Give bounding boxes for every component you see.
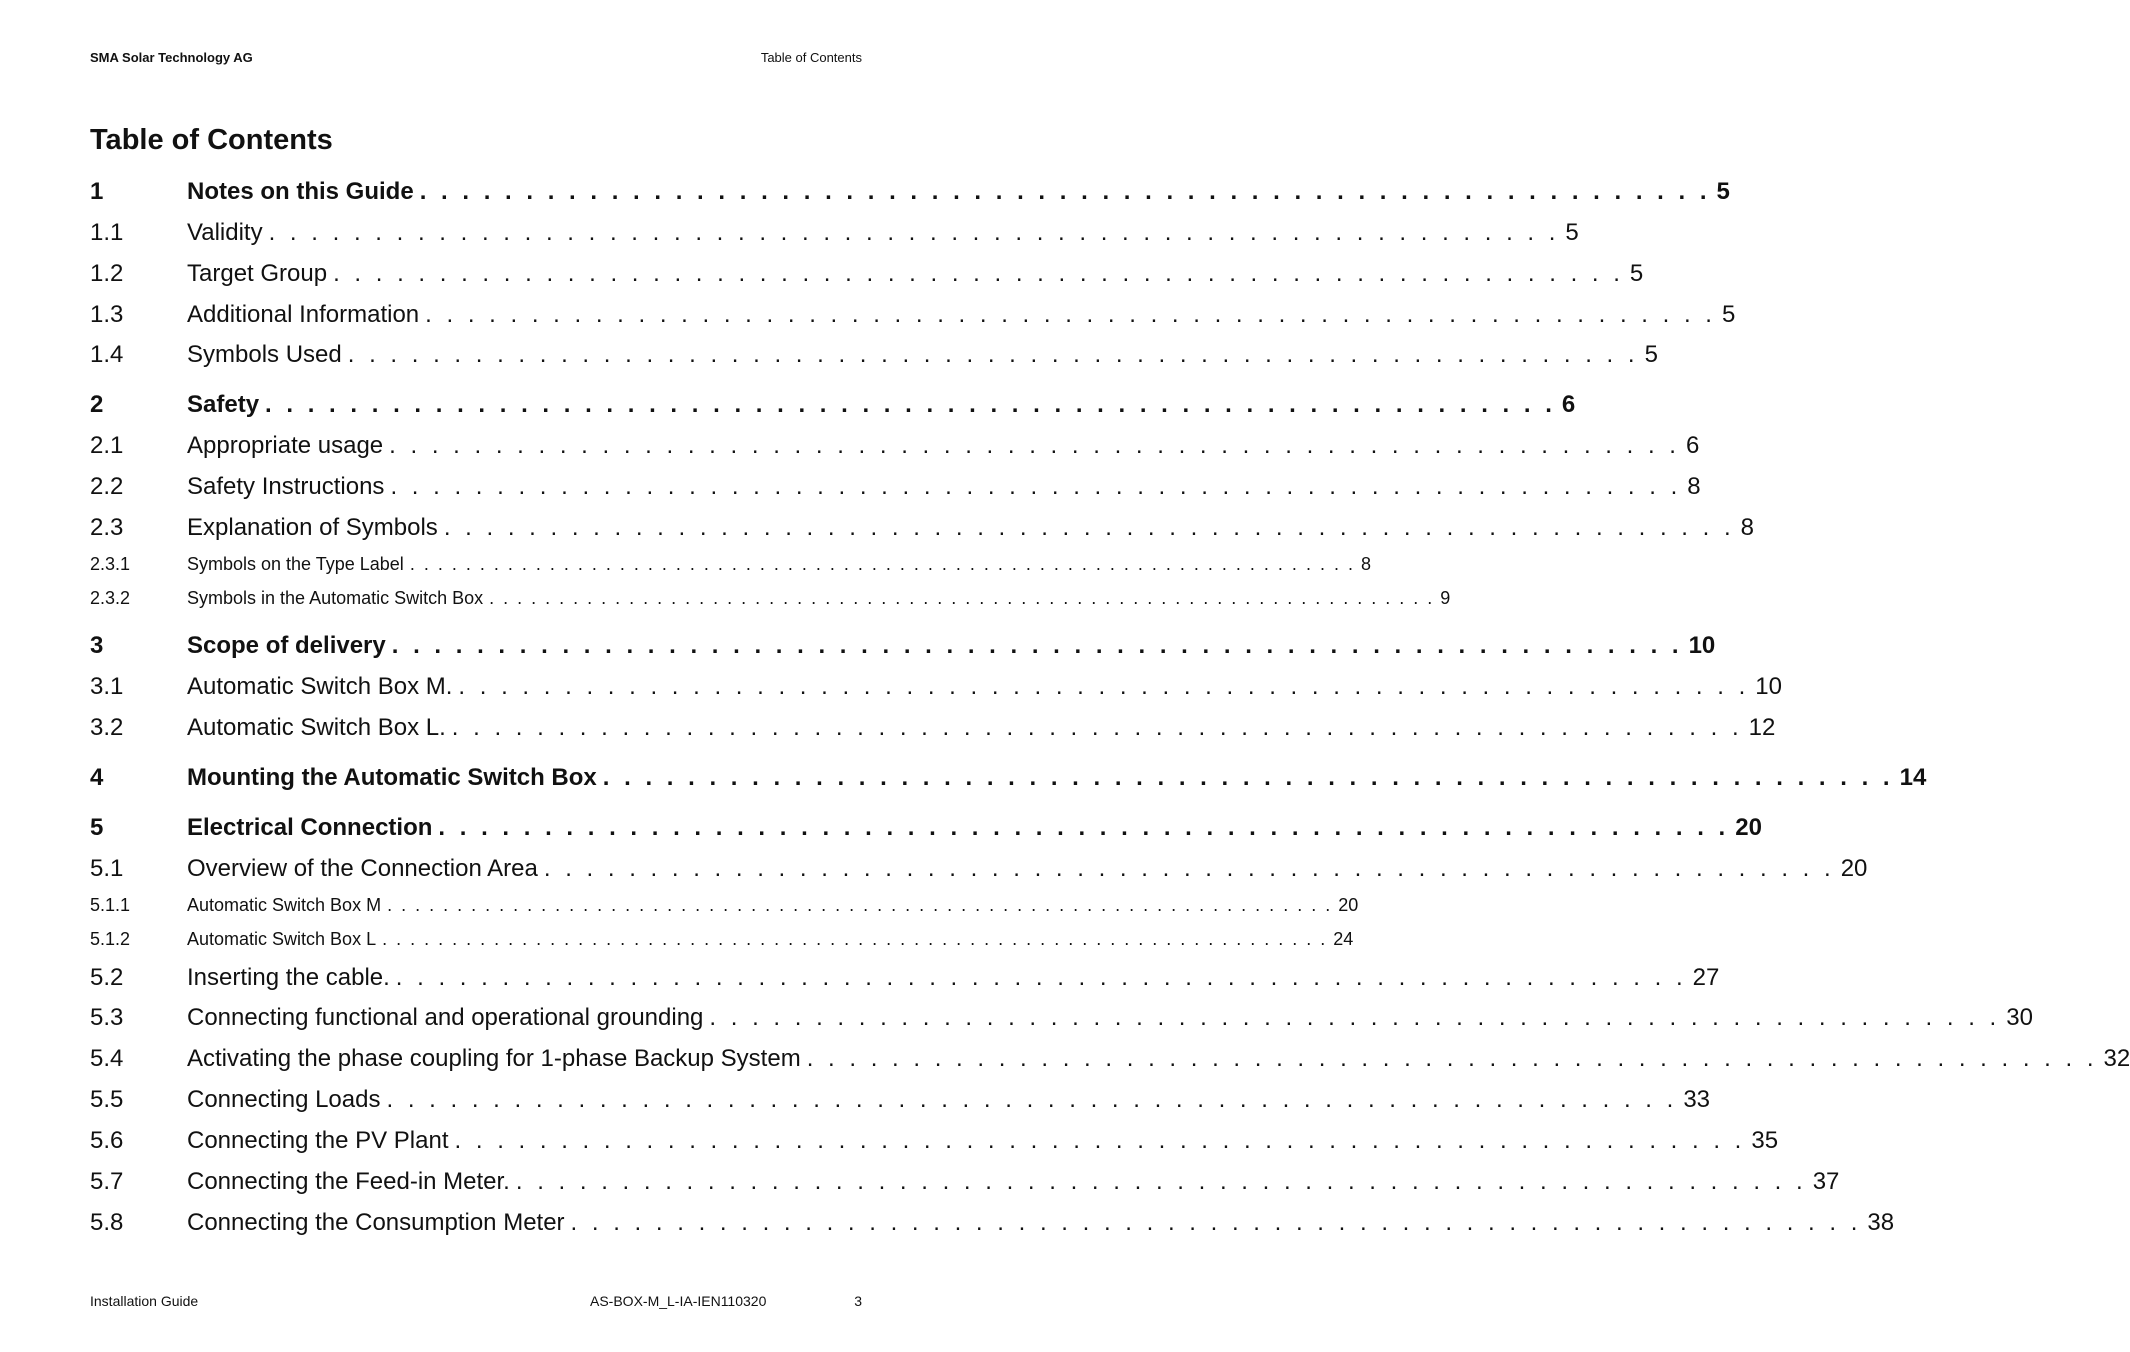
toc-entry[interactable] bbox=[90, 432, 1700, 464]
toc-entry-number: 3 bbox=[90, 632, 104, 659]
toc-entry[interactable] bbox=[90, 1004, 2033, 1036]
toc-entry[interactable] bbox=[90, 814, 1762, 846]
toc-entry-number: 5.4 bbox=[90, 1045, 124, 1072]
toc-entry-number: 1 bbox=[90, 178, 104, 205]
toc-entry-page: 24 bbox=[1333, 929, 1354, 949]
toc-entry-title: Connecting the Feed-in Meter. bbox=[187, 1168, 510, 1195]
toc-entry-leader: . . . . . . . . . . . . . . . . . . . . . . . . . . . . . . . . . . . . . . . . . . . . . . . . . . . . . . . . . . . . . bbox=[425, 301, 1716, 328]
toc-entry[interactable] bbox=[90, 514, 1754, 546]
header-section: Table of Contents bbox=[760, 50, 862, 65]
toc-entry-page: 38 bbox=[1867, 1209, 1895, 1236]
toc-entry-number: 5.1.1 bbox=[90, 895, 131, 915]
footer-guide: Installation Guide bbox=[90, 1293, 199, 1309]
toc-entry-page: 30 bbox=[2006, 1004, 2033, 1031]
toc-entry-leader: . . . . . . . . . . . . . . . . . . . . . . . . . . . . . . . . . . . . . . . . . . . . . . . . . . . . . . . . . . . . . . . . . . . . bbox=[489, 588, 1435, 608]
toc-entry-leader: . . . . . . . . . . . . . . . . . . . . . . . . . . . . . . . . . . . . . . . . . . . . . . . . . . . . . . . . . . . . . bbox=[458, 673, 1750, 700]
toc-entry-number: 5.2 bbox=[90, 964, 124, 991]
toc-entry-title: Explanation of Symbols bbox=[187, 514, 438, 541]
toc-entry-number: 2 bbox=[90, 391, 104, 418]
toc-entry-leader: . . . . . . . . . . . . . . . . . . . . . . . . . . . . . . . . . . . . . . . . . . . . . . . . . . . . . . . . . . . . . bbox=[543, 855, 1835, 882]
toc-entry-page: 6 bbox=[1561, 391, 1576, 418]
toc-entry[interactable] bbox=[90, 260, 1644, 292]
toc-entry-number: 5.1.2 bbox=[90, 929, 131, 949]
toc-entry-title: Symbols in the Automatic Switch Box bbox=[187, 588, 484, 608]
toc-entry[interactable] bbox=[90, 855, 1868, 887]
toc-entry-page: 6 bbox=[1685, 432, 1700, 459]
toc-entry-title: Scope of delivery bbox=[187, 632, 386, 659]
toc-entry[interactable] bbox=[90, 673, 1782, 705]
toc-entry-page: 5 bbox=[1629, 260, 1644, 287]
toc-entry-page: 8 bbox=[1360, 554, 1371, 574]
toc-entry-leader: . . . . . . . . . . . . . . . . . . . . . . . . . . . . . . . . . . . . . . . . . . . . . . . . . . . . . . . . . . . . . bbox=[806, 1045, 2098, 1072]
page-title: Table of Contents bbox=[90, 124, 333, 156]
toc-entry-leader: . . . . . . . . . . . . . . . . . . . . . . . . . . . . . . . . . . . . . . . . . . . . . . . . . . . . . . . . . . . . . bbox=[454, 1127, 1746, 1154]
toc-entry-title: Notes on this Guide bbox=[187, 178, 414, 205]
toc-entry-leader: . . . . . . . . . . . . . . . . . . . . . . . . . . . . . . . . . . . . . . . . . . . . . . . . . . . . . . . . . . . . . . . . . . . . bbox=[382, 929, 1328, 949]
toc-entry-page: 20 bbox=[1840, 855, 1868, 882]
toc-entry-title: Validity bbox=[187, 219, 263, 246]
toc-entry-title: Safety bbox=[187, 391, 260, 418]
toc-entry-leader: . . . . . . . . . . . . . . . . . . . . . . . . . . . . . . . . . . . . . . . . . . . . . . . . . . . . . . . . . . . . . bbox=[386, 1086, 1678, 1113]
toc-entry-leader: . . . . . . . . . . . . . . . . . . . . . . . . . . . . . . . . . . . . . . . . . . . . . . . . . . . . . . . . . . . . . bbox=[570, 1209, 1862, 1236]
toc-entry[interactable] bbox=[90, 895, 1359, 927]
toc-entry-page: 8 bbox=[1740, 514, 1754, 541]
toc-entry-page: 5 bbox=[1644, 341, 1658, 368]
toc-entry[interactable] bbox=[90, 929, 1354, 961]
toc-entry-page: 35 bbox=[1751, 1127, 1779, 1154]
toc-entry-number: 1.4 bbox=[90, 341, 124, 368]
toc-entry-leader: . . . . . . . . . . . . . . . . . . . . . . . . . . . . . . . . . . . . . . . . . . . . . . . . . . . . . . . . . . . . . bbox=[602, 764, 1894, 791]
toc-entry-title: Automatic Switch Box M. bbox=[187, 673, 453, 700]
toc-entry[interactable] bbox=[90, 1127, 1779, 1159]
toc-entry-page: 5 bbox=[1565, 219, 1579, 246]
toc-entry[interactable] bbox=[90, 588, 1451, 620]
toc-entry-page: 37 bbox=[1812, 1168, 1840, 1195]
toc-entry-page: 5 bbox=[1716, 178, 1730, 205]
toc-entry-number: 4 bbox=[90, 764, 104, 791]
toc-entry[interactable] bbox=[90, 554, 1371, 586]
toc-entry-number: 2.1 bbox=[90, 432, 124, 459]
toc-entry-title: Additional Information bbox=[187, 301, 420, 328]
toc-entry[interactable] bbox=[90, 178, 1730, 210]
header-company: SMA Solar Technology AG bbox=[90, 50, 253, 65]
toc-entry-page: 20 bbox=[1735, 814, 1762, 841]
toc-entry-leader: . . . . . . . . . . . . . . . . . . . . . . . . . . . . . . . . . . . . . . . . . . . . . . . . . . . . . . . . . . . . . bbox=[268, 219, 1560, 246]
toc-entry-title: Automatic Switch Box M bbox=[187, 895, 382, 915]
toc-entry-page: 14 bbox=[1899, 764, 1927, 791]
toc-entry[interactable] bbox=[90, 764, 1927, 796]
toc-entry-leader: . . . . . . . . . . . . . . . . . . . . . . . . . . . . . . . . . . . . . . . . . . . . . . . . . . . . . . . . . . . . . bbox=[347, 341, 1639, 368]
toc-entry-leader: . . . . . . . . . . . . . . . . . . . . . . . . . . . . . . . . . . . . . . . . . . . . . . . . . . . . . . . . . . . . . bbox=[709, 1004, 2001, 1031]
toc-entry-number: 5.6 bbox=[90, 1127, 124, 1154]
toc-entry-page: 27 bbox=[1692, 964, 1720, 991]
toc-entry-page: 33 bbox=[1683, 1086, 1711, 1113]
toc-entry-title: Appropriate usage bbox=[187, 432, 384, 459]
toc-entry[interactable] bbox=[90, 632, 1716, 664]
toc-entry-title: Safety Instructions bbox=[187, 473, 385, 500]
toc-entry-number: 3.2 bbox=[90, 714, 124, 741]
toc-entry-title: Overview of the Connection Area bbox=[187, 855, 538, 882]
toc-entry-title: Automatic Switch Box L. bbox=[187, 714, 446, 741]
toc-entry-page: 9 bbox=[1440, 588, 1451, 608]
toc-entry-leader: . . . . . . . . . . . . . . . . . . . . . . . . . . . . . . . . . . . . . . . . . . . . . . . . . . . . . . . . . . . . . bbox=[515, 1168, 1807, 1195]
toc-entry-leader: . . . . . . . . . . . . . . . . . . . . . . . . . . . . . . . . . . . . . . . . . . . . . . . . . . . . . . . . . . . . . bbox=[333, 260, 1624, 287]
toc-entry-number: 5.1 bbox=[90, 855, 124, 882]
toc-entry-leader: . . . . . . . . . . . . . . . . . . . . . . . . . . . . . . . . . . . . . . . . . . . . . . . . . . . . . . . . . . . . . bbox=[419, 178, 1711, 205]
toc-entry-title: Mounting the Automatic Switch Box bbox=[187, 764, 597, 791]
footer-doc-code: AS-BOX-M_L-IA-IEN110320 bbox=[590, 1293, 767, 1309]
toc-entry-number: 1.2 bbox=[90, 260, 124, 287]
toc-entry-number: 2.3 bbox=[90, 514, 124, 541]
toc-entry-page: 10 bbox=[1688, 632, 1716, 659]
toc-entry-leader: . . . . . . . . . . . . . . . . . . . . . . . . . . . . . . . . . . . . . . . . . . . . . . . . . . . . . . . . . . . . . . . . . . . . bbox=[387, 895, 1333, 915]
toc-entry-title: Inserting the cable. bbox=[187, 964, 390, 991]
toc-entry-title: Target Group bbox=[187, 260, 328, 287]
toc-entry-number: 5.5 bbox=[90, 1086, 124, 1113]
toc-entry-leader: . . . . . . . . . . . . . . . . . . . . . . . . . . . . . . . . . . . . . . . . . . . . . . . . . . . . . . . . . . . . . bbox=[451, 714, 1743, 741]
toc-entry-number: 2.3.2 bbox=[90, 588, 131, 608]
toc-entry[interactable] bbox=[90, 1168, 1840, 1200]
toc-entry[interactable] bbox=[90, 964, 1720, 996]
toc-entry[interactable] bbox=[90, 1086, 1711, 1118]
toc-entry-page: 32 bbox=[2103, 1045, 2130, 1072]
toc-entry-title: Activating the phase coupling for 1-phase Backup System bbox=[187, 1045, 801, 1072]
toc-entry-leader: . . . . . . . . . . . . . . . . . . . . . . . . . . . . . . . . . . . . . . . . . . . . . . . . . . . . . . . . . . . . . bbox=[395, 964, 1687, 991]
toc-entry[interactable] bbox=[90, 1209, 1895, 1241]
toc-entry[interactable] bbox=[90, 391, 1576, 423]
toc-entry-title: Symbols Used bbox=[187, 341, 342, 368]
toc-entry-leader: . . . . . . . . . . . . . . . . . . . . . . . . . . . . . . . . . . . . . . . . . . . . . . . . . . . . . . . . . . . . . bbox=[443, 514, 1735, 541]
toc-entry[interactable] bbox=[90, 301, 1736, 333]
toc-entry-number: 5.7 bbox=[90, 1168, 124, 1195]
footer-page-number: 3 bbox=[854, 1293, 862, 1309]
toc-entry-number: 2.3.1 bbox=[90, 554, 131, 574]
toc-entry-title: Connecting the Consumption Meter bbox=[187, 1209, 565, 1236]
toc-entry[interactable] bbox=[90, 1045, 2130, 1077]
toc-entry-page: 8 bbox=[1687, 473, 1701, 500]
toc-entry-leader: . . . . . . . . . . . . . . . . . . . . . . . . . . . . . . . . . . . . . . . . . . . . . . . . . . . . . . . . . . . . . . . . . . . . bbox=[409, 554, 1355, 574]
toc-entry-number: 2.2 bbox=[90, 473, 124, 500]
toc-entry-title: Automatic Switch Box L bbox=[187, 929, 377, 949]
toc-entry-leader: . . . . . . . . . . . . . . . . . . . . . . . . . . . . . . . . . . . . . . . . . . . . . . . . . . . . . . . . . . . . . bbox=[391, 632, 1683, 659]
toc-entry-number: 1.3 bbox=[90, 301, 124, 328]
toc-entry-number: 5.8 bbox=[90, 1209, 124, 1236]
toc-entry[interactable] bbox=[90, 219, 1579, 251]
toc-entry[interactable] bbox=[90, 473, 1701, 505]
toc-entry-title: Connecting functional and operational grounding bbox=[187, 1004, 704, 1031]
toc-entry[interactable] bbox=[90, 714, 1776, 746]
toc-entry-page: 10 bbox=[1755, 673, 1782, 700]
toc-entry-leader: . . . . . . . . . . . . . . . . . . . . . . . . . . . . . . . . . . . . . . . . . . . . . . . . . . . . . . . . . . . . . bbox=[438, 814, 1730, 841]
toc-entry-page: 12 bbox=[1748, 714, 1776, 741]
toc-entry-page: 5 bbox=[1721, 301, 1736, 328]
toc-entry-number: 1.1 bbox=[90, 219, 124, 246]
toc-entry-leader: . . . . . . . . . . . . . . . . . . . . . . . . . . . . . . . . . . . . . . . . . . . . . . . . . . . . . . . . . . . . . bbox=[389, 432, 1680, 459]
toc-entry-number: 5 bbox=[90, 814, 104, 841]
toc-entry-title: Connecting Loads bbox=[187, 1086, 381, 1113]
toc-entry-number: 5.3 bbox=[90, 1004, 124, 1031]
toc-entry-title: Electrical Connection bbox=[187, 814, 433, 841]
toc-entry-number: 3.1 bbox=[90, 673, 124, 700]
toc-entry-leader: . . . . . . . . . . . . . . . . . . . . . . . . . . . . . . . . . . . . . . . . . . . . . . . . . . . . . . . . . . . . . bbox=[265, 391, 1556, 418]
toc-entry-title: Symbols on the Type Label bbox=[187, 554, 404, 574]
toc-entry-page: 20 bbox=[1338, 895, 1359, 915]
toc-entry-title: Connecting the PV Plant bbox=[187, 1127, 449, 1154]
toc-entry[interactable] bbox=[90, 341, 1658, 373]
toc-entry-leader: . . . . . . . . . . . . . . . . . . . . . . . . . . . . . . . . . . . . . . . . . . . . . . . . . . . . . . . . . . . . . bbox=[390, 473, 1682, 500]
